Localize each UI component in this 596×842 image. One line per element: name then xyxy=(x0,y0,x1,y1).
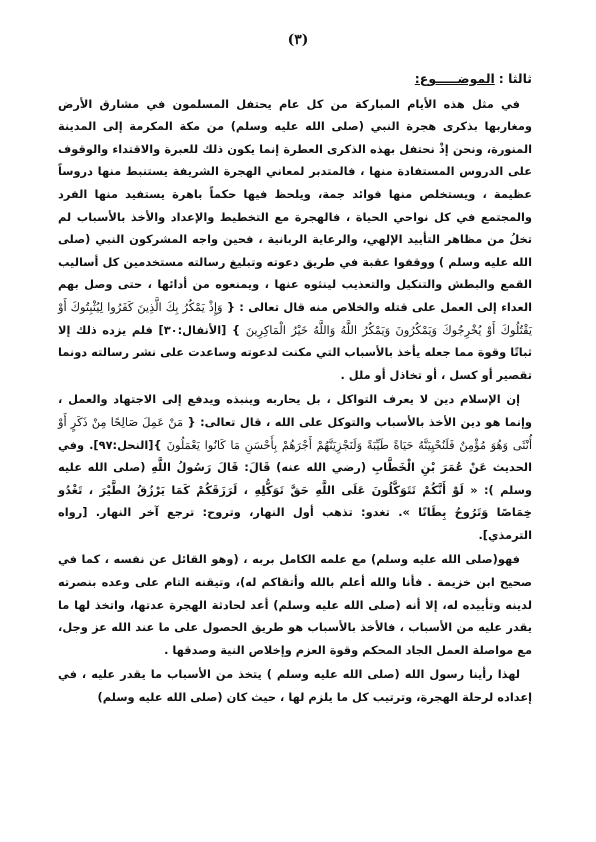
paragraph-hijra-intro xyxy=(58,93,532,387)
page-number: (٣) xyxy=(287,32,309,48)
section-heading xyxy=(58,68,532,91)
paragraph-taking-means xyxy=(58,663,532,708)
paragraph-text: } [الأنفال:٣٠] فلم يزده ذلك إلا ثباتًا وقوة مما جعله يأخذ بالأسباب التي مكنت لدعوته وساعدت على نشر رسالته دونما تقصير أو كسل ، أو تخاذل أو ملل . xyxy=(58,322,532,382)
paragraph-tawakkul xyxy=(58,388,532,546)
quran-verse-nahl: مَنْ عَمِلَ صَالِحًا مِنْ ذَكَرٍ أَوْ أُنْثَى وَهُوَ مُؤْمِنٌ فَلَنُحْيِيَنَّهُ حَيَاةً طَيِّبَةً وَلَنَجْزِيَنَّهُمْ أَجْرَهُمْ بِأَحْسَنِ مَا كَانُوا يَعْمَلُونَ xyxy=(58,414,532,452)
section-heading-title: الموضـــــوع: xyxy=(414,71,495,86)
paragraph-prophet-preparation xyxy=(58,548,532,661)
paragraph-text: لهذا رأينا رسول الله (صلى الله عليه وسلم ) يتخذ من الأسباب ما يقدر عليه ، في إعداده لرحلة الهجرة، وترتيب كل ما يلزم لها ، حيث كان (صلى الله عليه وسلم) xyxy=(58,667,532,705)
paragraph-text: إن الإسلام دين لا يعرف التواكل ، بل يحاربه وينبذه ويدفع إلى الاجتهاد والعمل ، وإنما هو دين الأخذ بالأسباب والتوكل على الله ، قال تعالى: { xyxy=(58,392,532,429)
section-heading-label: ثالثا : xyxy=(498,71,532,86)
paragraph-text: }[النحل:٩٧]. وفي الحديث عَنْ عُمَرَ بْنِ الْخَطَّابِ (رضي الله عنه) قَالَ: قَالَ رَسُولُ اللَّهِ (صلى الله عليه وسلم ): « لَوْ أَنَّكُمْ تَتَوَكَّلُونَ عَلَى اللَّهِ حَقَّ تَوَكُّلِهِ ، لَرَزَقَكُمْ كَمَا يَرْزُقُ الطَّيْرَ ، تَغْدُو خِمَاصًا وَتَرُوحُ بِطَانًا ». تغدو: تذهب أول النهار، وتروح: ترجع آخر النهار. [رواه الترمذي]. xyxy=(58,437,532,542)
paragraph-text: في مثل هذه الأيام المباركة من كل عام يحتفل المسلمون في مشارق الأرض ومغاربها بذكرى هجرة النبي (صلى الله عليه وسلم) من مكة المكرمة إلى المدينة المنورة، ونحن إذْ نحتفل بهذه الذكرى العطرة إنما يكون ذلك للعبرة والاقتداء والوقوف على الدروس المستفادة منها ، فالمتدبر لمعاني الهجرة الشريفة يستنبط منها دروساً عظيمة ، ويستخلص منها فوائد جمة، ويلحظ فيها حكماً باهرة يستفيد منها الفرد والمجتمع في كل نواحي الحياة ، فالهجرة مع التخطيط والإعداد والأخذ بالأسباب لم تخلُ من مظاهر التأييد الإلهي، والرعاية الربانية ، فحين واجه المشركون النبي (صلى الله عليه وسلم ) ووقفوا عقبة في طريق دعوته وتبليغ رسالته مستخدمين كل أساليب القمع والبطش والتنكيل والتعذيب لينثوه عنها ، ويمنعوه من أدائها ، حتى وصل بهم العداء إلى العمل على قتله والخلاص منه قال تعالى : { xyxy=(58,96,532,314)
quran-verse-anfal: وَإِذْ يَمْكُرُ بِكَ الَّذِينَ كَفَرُوا لِيُثْبِتُوكَ أَوْ يَقْتُلُوكَ أَوْ يُخْرِجُوكَ وَيَمْكُرُونَ وَيَمْكُرُ اللَّهُ وَاللَّهُ خَيْرُ الْمَاكِرِينَ xyxy=(58,299,532,337)
document-body xyxy=(58,68,532,709)
paragraph-text: فهو(صلى الله عليه وسلم) مع علمه الكامل بربه ، (وهو القائل عن نفسه ، كما في صحيح ابن خزيمة . فأنا والله أعلم بالله وأتقاكم له)، وتيقنه التام على وعده بنصرته لدينه وتأييده له، إلا أنه (صلى الله عليه وسلم) أعد لحادثة الهجرة عدتها، واتخذ لها ما يقدر عليه من الأسباب ، فالأخذ بالأسباب هو طريق الحصول على ما عند الله عز وجل، مع مواصلة العمل الجاد المحكم وقوة العزم وإخلاص النية وصدقها . xyxy=(58,552,532,657)
